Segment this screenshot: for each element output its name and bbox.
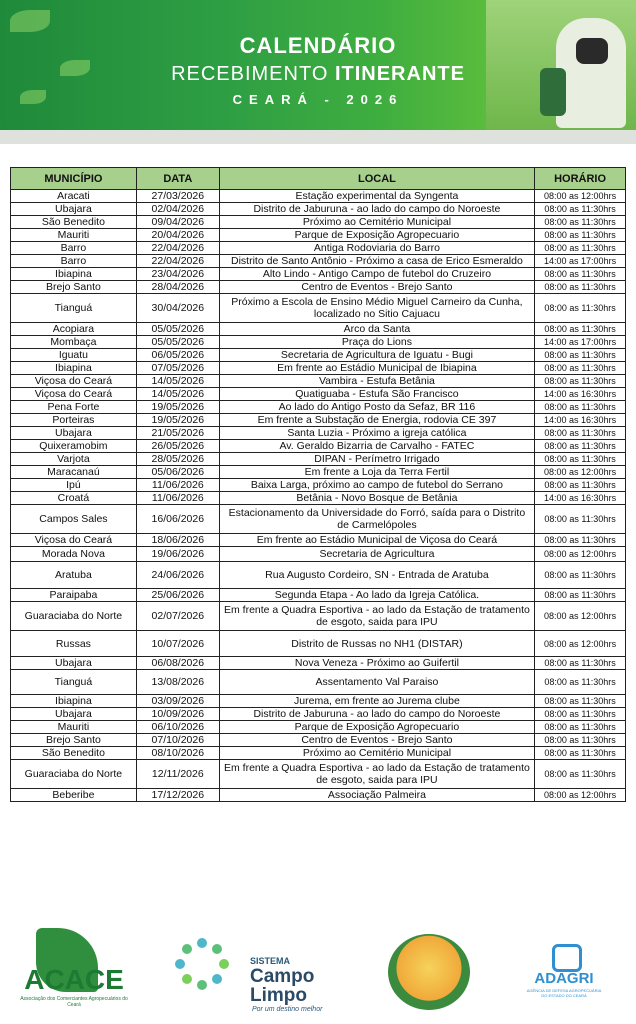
cell-local: Segunda Etapa - Ao lado da Igreja Católica.	[219, 589, 534, 602]
cell-municipio: Barro	[11, 255, 137, 268]
cell-horario: 08:00 as 12:00hrs	[535, 466, 626, 479]
table-row	[11, 453, 626, 466]
table-row	[11, 401, 626, 414]
table-row	[11, 534, 626, 547]
cell-municipio: Ibiapina	[11, 268, 137, 281]
cell-local: Baixa Larga, próximo ao campo de futebol do Serrano	[219, 479, 534, 492]
cell-municipio: Campos Sales	[11, 505, 137, 534]
table-row	[11, 466, 626, 479]
campo-limpo-dot-icon	[212, 974, 222, 984]
acace-logo: ACACE Associação dos Comerciantes Agropecuários do Ceará	[18, 928, 130, 1008]
cell-local: Rua Augusto Cordeiro, SN - Entrada de Aratuba	[219, 562, 534, 589]
table-row	[11, 440, 626, 453]
cell-municipio: Viçosa do Ceará	[11, 388, 137, 401]
table-row	[11, 323, 626, 336]
cell-horario: 08:00 as 11:30hrs	[535, 349, 626, 362]
adagri-icon	[552, 944, 582, 972]
cell-local: Santa Luzia - Próximo a igreja católica	[219, 427, 534, 440]
cell-horario: 14:00 as 17:00hrs	[535, 255, 626, 268]
cell-local: Praça do Lions	[219, 336, 534, 349]
table-row	[11, 589, 626, 602]
table-row	[11, 255, 626, 268]
cell-local: Próximo ao Cemitério Municipal	[219, 747, 534, 760]
cell-horario: 14:00 as 16:30hrs	[535, 414, 626, 427]
cell-data: 19/05/2026	[136, 401, 219, 414]
cell-local: Ao lado do Antigo Posto da Sefaz, BR 116	[219, 401, 534, 414]
table-row	[11, 562, 626, 589]
cell-local: Em frente a Quadra Esportiva - ao lado da Estação de tratamento de esgoto, saida para IPU	[219, 602, 534, 631]
cell-data: 10/07/2026	[136, 631, 219, 657]
table-row	[11, 695, 626, 708]
cell-data: 11/06/2026	[136, 479, 219, 492]
cell-data: 06/05/2026	[136, 349, 219, 362]
table-row	[11, 670, 626, 695]
table-row	[11, 362, 626, 375]
cell-horario: 08:00 as 11:30hrs	[535, 323, 626, 336]
cell-local: Assentamento Val Paraiso	[219, 670, 534, 695]
cell-municipio: Ipú	[11, 479, 137, 492]
cell-municipio: Acopiara	[11, 323, 137, 336]
cell-horario: 14:00 as 16:30hrs	[535, 492, 626, 505]
table-row	[11, 505, 626, 534]
cell-horario: 08:00 as 12:00hrs	[535, 547, 626, 562]
cell-data: 19/06/2026	[136, 547, 219, 562]
cell-local: Nova Veneza - Próximo ao Guifertil	[219, 657, 534, 670]
cell-horario: 08:00 as 11:30hrs	[535, 216, 626, 229]
cell-data: 05/05/2026	[136, 336, 219, 349]
cell-municipio: Viçosa do Ceará	[11, 534, 137, 547]
cell-local: Secretaria de Agricultura	[219, 547, 534, 562]
column-header-municipio: MUNICÍPIO	[11, 168, 137, 190]
cell-horario: 08:00 as 11:30hrs	[535, 362, 626, 375]
cell-municipio: São Benedito	[11, 216, 137, 229]
cell-local: Estacionamento da Universidade do Forró, saída para o Distrito de Carmelópoles	[219, 505, 534, 534]
cell-horario: 08:00 as 11:30hrs	[535, 242, 626, 255]
cell-municipio: Ubajara	[11, 427, 137, 440]
cell-local: Em frente a Loja da Terra Fertil	[219, 466, 534, 479]
cell-municipio: Iguatu	[11, 349, 137, 362]
cell-horario: 08:00 as 12:00hrs	[535, 602, 626, 631]
cell-data: 23/04/2026	[136, 268, 219, 281]
table-row	[11, 203, 626, 216]
table-row	[11, 281, 626, 294]
cell-horario: 14:00 as 17:00hrs	[535, 336, 626, 349]
leaf-decoration	[10, 10, 50, 32]
cell-horario: 08:00 as 11:30hrs	[535, 534, 626, 547]
cell-municipio: Viçosa do Ceará	[11, 375, 137, 388]
cell-horario: 08:00 as 11:30hrs	[535, 427, 626, 440]
cell-data: 26/05/2026	[136, 440, 219, 453]
title-ceara-2026: CEARÁ - 2026	[232, 92, 404, 107]
cell-horario: 08:00 as 11:30hrs	[535, 401, 626, 414]
cell-local: Alto Lindo - Antigo Campo de futebol do Cruzeiro	[219, 268, 534, 281]
cell-local: Estação experimental da Syngenta	[219, 190, 534, 203]
cell-horario: 08:00 as 11:30hrs	[535, 670, 626, 695]
table-row	[11, 414, 626, 427]
cell-local: Distrito de Santo Antônio - Próximo a casa de Erico Esmeraldo	[219, 255, 534, 268]
cell-data: 25/06/2026	[136, 589, 219, 602]
cell-local: Em frente ao Estádio Municipal de Viçosa do Ceará	[219, 534, 534, 547]
cell-municipio: Aratuba	[11, 562, 137, 589]
government-seal-logo	[388, 934, 470, 1010]
cell-local: Av. Geraldo Bizarria de Carvalho - FATEC	[219, 440, 534, 453]
cell-data: 13/08/2026	[136, 670, 219, 695]
table-row	[11, 294, 626, 323]
cell-data: 18/06/2026	[136, 534, 219, 547]
campo-limpo-dot-icon	[197, 980, 207, 990]
cell-horario: 08:00 as 11:30hrs	[535, 268, 626, 281]
cell-municipio: Ibiapina	[11, 695, 137, 708]
table-row	[11, 388, 626, 401]
table-row	[11, 734, 626, 747]
cell-data: 14/05/2026	[136, 375, 219, 388]
cell-horario: 08:00 as 11:30hrs	[535, 440, 626, 453]
cell-municipio: Quixeramobim	[11, 440, 137, 453]
table-row	[11, 242, 626, 255]
cell-horario: 08:00 as 11:30hrs	[535, 721, 626, 734]
cell-horario: 08:00 as 11:30hrs	[535, 229, 626, 242]
cell-local: Próximo a Escola de Ensino Médio Miguel Carneiro da Cunha, localizado no Sitio Cajuacu	[219, 294, 534, 323]
cell-data: 16/06/2026	[136, 505, 219, 534]
table-row	[11, 427, 626, 440]
cell-data: 21/05/2026	[136, 427, 219, 440]
cell-local: Vambira - Estufa Betânia	[219, 375, 534, 388]
cell-municipio: Aracati	[11, 190, 137, 203]
cell-data: 12/11/2026	[136, 760, 219, 789]
title-recebimento: RECEBIMENTO ITINERANTE	[171, 63, 465, 85]
cell-data: 19/05/2026	[136, 414, 219, 427]
cell-local: Em frente a Quadra Esportiva - ao lado da Estação de tratamento de esgoto, saida para IPU	[219, 760, 534, 789]
cell-local: Em frente ao Estádio Municipal de Ibiapina	[219, 362, 534, 375]
header-divider	[0, 130, 636, 144]
cell-municipio: Maracanaú	[11, 466, 137, 479]
table-row	[11, 789, 626, 802]
campo-limpo-dot-icon	[212, 944, 222, 954]
cell-municipio: Mauriti	[11, 229, 137, 242]
cell-horario: 08:00 as 12:00hrs	[535, 631, 626, 657]
table-row	[11, 721, 626, 734]
cell-horario: 08:00 as 12:00hrs	[535, 789, 626, 802]
cell-horario: 08:00 as 11:30hrs	[535, 375, 626, 388]
campo-limpo-dot-icon	[182, 974, 192, 984]
cell-municipio: Croatá	[11, 492, 137, 505]
table-row	[11, 631, 626, 657]
cell-horario: 08:00 as 11:30hrs	[535, 294, 626, 323]
cell-local: Distrito de Jaburuna - ao lado do campo do Noroeste	[219, 708, 534, 721]
table-row	[11, 268, 626, 281]
cell-data: 28/04/2026	[136, 281, 219, 294]
cell-data: 03/09/2026	[136, 695, 219, 708]
cell-local: Centro de Eventos - Brejo Santo	[219, 734, 534, 747]
cell-horario: 14:00 as 16:30hrs	[535, 388, 626, 401]
table-row	[11, 492, 626, 505]
cell-data: 22/04/2026	[136, 255, 219, 268]
header-banner	[0, 0, 636, 130]
column-header-local: LOCAL	[219, 168, 534, 190]
cell-horario: 08:00 as 11:30hrs	[535, 747, 626, 760]
cell-horario: 08:00 as 11:30hrs	[535, 589, 626, 602]
cell-municipio: Morada Nova	[11, 547, 137, 562]
cell-data: 24/06/2026	[136, 562, 219, 589]
cell-municipio: Varjota	[11, 453, 137, 466]
cell-local: Em frente a Substação de Energia, rodovia CE 397	[219, 414, 534, 427]
table-row	[11, 190, 626, 203]
sponsor-logos: ACACE Associação dos Comerciantes Agropecuários do Ceará SISTEMA Campo Limpo Por um destino melhor ADAGRI AGÊNCIA DE DEFESA AGROPECUÁRIA DO ESTADO DO CEARÁ	[0, 920, 636, 1020]
cell-data: 10/09/2026	[136, 708, 219, 721]
cell-data: 07/10/2026	[136, 734, 219, 747]
cell-local: Parque de Exposição Agropecuario	[219, 721, 534, 734]
cell-municipio: Tianguá	[11, 670, 137, 695]
cell-local: DIPAN - Perímetro Irrigado	[219, 453, 534, 466]
table-row	[11, 479, 626, 492]
cell-municipio: Mauriti	[11, 721, 137, 734]
cell-municipio: Porteiras	[11, 414, 137, 427]
cell-local: Quatiguaba - Estufa São Francisco	[219, 388, 534, 401]
cell-horario: 08:00 as 11:30hrs	[535, 695, 626, 708]
cell-municipio: Ubajara	[11, 657, 137, 670]
cell-municipio: São Benedito	[11, 747, 137, 760]
title-calendario: CALENDÁRIO	[239, 33, 397, 58]
table-row	[11, 336, 626, 349]
cell-local: Associação Palmeira	[219, 789, 534, 802]
cell-horario: 08:00 as 11:30hrs	[535, 657, 626, 670]
table-row	[11, 229, 626, 242]
cell-local: Secretaria de Agricultura de Iguatu - Bugi	[219, 349, 534, 362]
cell-data: 22/04/2026	[136, 242, 219, 255]
cell-data: 06/08/2026	[136, 657, 219, 670]
cell-municipio: Brejo Santo	[11, 281, 137, 294]
cell-local: Distrito de Jaburuna - ao lado do campo do Noroeste	[219, 203, 534, 216]
cell-municipio: Guaraciaba do Norte	[11, 602, 137, 631]
cell-municipio: Beberibe	[11, 789, 137, 802]
cell-local: Distrito de Russas no NH1 (DISTAR)	[219, 631, 534, 657]
cell-data: 07/05/2026	[136, 362, 219, 375]
cell-municipio: Guaraciaba do Norte	[11, 760, 137, 789]
table-row	[11, 708, 626, 721]
cell-data: 08/10/2026	[136, 747, 219, 760]
cell-horario: 08:00 as 11:30hrs	[535, 453, 626, 466]
cell-horario: 08:00 as 12:00hrs	[535, 190, 626, 203]
campo-limpo-dot-icon	[182, 944, 192, 954]
table-row	[11, 547, 626, 562]
cell-data: 02/04/2026	[136, 203, 219, 216]
cell-horario: 08:00 as 11:30hrs	[535, 203, 626, 216]
cell-municipio: Ibiapina	[11, 362, 137, 375]
table-row	[11, 747, 626, 760]
table-row	[11, 375, 626, 388]
cell-municipio: Pena Forte	[11, 401, 137, 414]
cell-municipio: Barro	[11, 242, 137, 255]
cell-horario: 08:00 as 11:30hrs	[535, 562, 626, 589]
campo-limpo-dot-icon	[175, 959, 185, 969]
cell-data: 20/04/2026	[136, 229, 219, 242]
column-header-data: DATA	[136, 168, 219, 190]
campo-limpo-dot-icon	[197, 938, 207, 948]
column-header-horario: HORÁRIO	[535, 168, 626, 190]
cell-data: 06/10/2026	[136, 721, 219, 734]
cell-municipio: Ubajara	[11, 708, 137, 721]
table-row	[11, 657, 626, 670]
cell-data: 11/06/2026	[136, 492, 219, 505]
cell-horario: 08:00 as 11:30hrs	[535, 760, 626, 789]
cell-horario: 08:00 as 11:30hrs	[535, 281, 626, 294]
cell-municipio: Mombaça	[11, 336, 137, 349]
campo-limpo-dot-icon	[219, 959, 229, 969]
cell-data: 05/06/2026	[136, 466, 219, 479]
cell-data: 02/07/2026	[136, 602, 219, 631]
cell-local: Próximo ao Cemitério Municipal	[219, 216, 534, 229]
cell-horario: 08:00 as 11:30hrs	[535, 505, 626, 534]
cell-horario: 08:00 as 11:30hrs	[535, 479, 626, 492]
table-row	[11, 760, 626, 789]
cell-data: 14/05/2026	[136, 388, 219, 401]
cell-data: 27/03/2026	[136, 190, 219, 203]
schedule-table	[10, 167, 626, 802]
table-header-row	[11, 168, 626, 190]
cell-data: 28/05/2026	[136, 453, 219, 466]
cell-horario: 08:00 as 11:30hrs	[535, 708, 626, 721]
cell-municipio: Tianguá	[11, 294, 137, 323]
table-row	[11, 349, 626, 362]
cell-horario: 08:00 as 11:30hrs	[535, 734, 626, 747]
cell-data: 30/04/2026	[136, 294, 219, 323]
cell-data: 09/04/2026	[136, 216, 219, 229]
cell-local: Arco da Santa	[219, 323, 534, 336]
cell-municipio: Ubajara	[11, 203, 137, 216]
cell-local: Jurema, em frente ao Jurema clube	[219, 695, 534, 708]
cell-local: Betânia - Novo Bosque de Betânia	[219, 492, 534, 505]
cell-data: 17/12/2026	[136, 789, 219, 802]
cell-local: Antiga Rodoviaria do Barro	[219, 242, 534, 255]
table-row	[11, 216, 626, 229]
table-row	[11, 602, 626, 631]
cell-local: Parque de Exposição Agropecuario	[219, 229, 534, 242]
cell-municipio: Brejo Santo	[11, 734, 137, 747]
cell-data: 05/05/2026	[136, 323, 219, 336]
cell-municipio: Russas	[11, 631, 137, 657]
cell-municipio: Paraipaba	[11, 589, 137, 602]
cell-local: Centro de Eventos - Brejo Santo	[219, 281, 534, 294]
